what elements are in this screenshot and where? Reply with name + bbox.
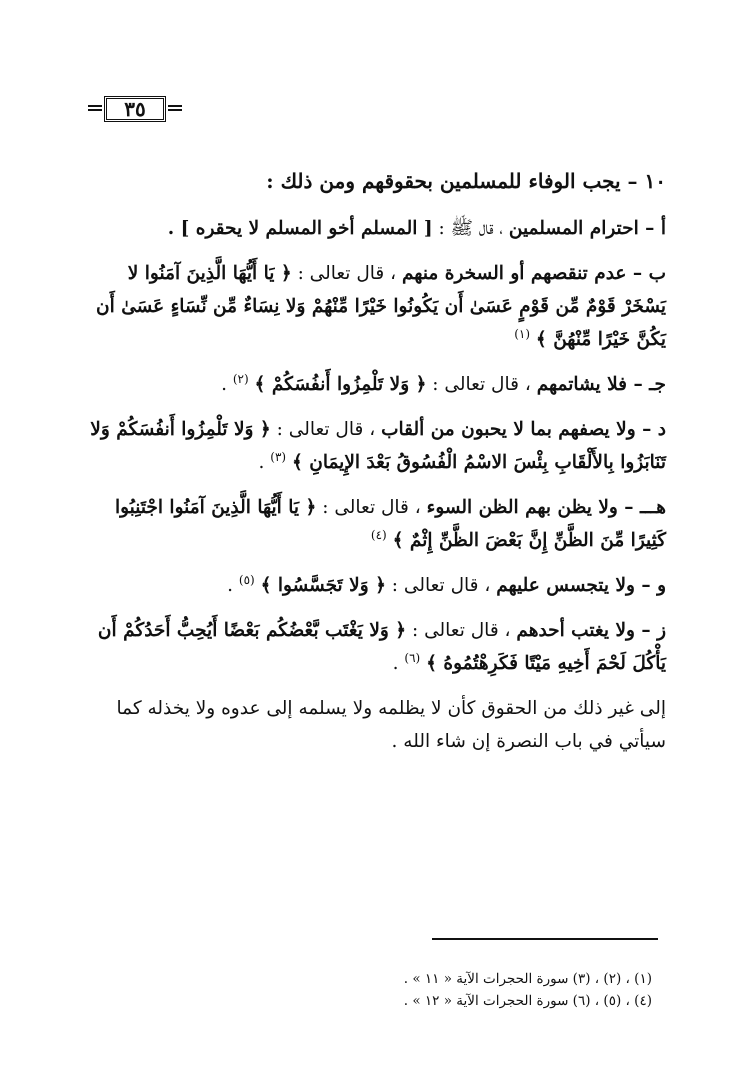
item-h xyxy=(88,491,666,557)
footnote-line: (١) ، (٢) ، (٣) سورة الحجرات الآية « ١١ » . xyxy=(403,971,652,987)
item-a xyxy=(88,212,666,245)
footnote-ref: (١) xyxy=(514,326,531,341)
footnotes xyxy=(250,968,652,1012)
footnote-ref: (٣) xyxy=(270,449,287,464)
item-title: ب – عدم تنقصهم أو السخرة منهم xyxy=(401,263,666,284)
item-w xyxy=(88,569,666,602)
item-intro: ، قال تعالى : xyxy=(291,263,402,284)
item-b xyxy=(88,257,666,356)
page-number-rule-left xyxy=(88,105,102,111)
footnote-line: (٤) ، (٥) ، (٦) سورة الحجرات الآية « ١٢ » . xyxy=(403,993,652,1009)
quran-quote: ﴿ وَلا يَغْتَب بَّعْضُكُم بَعْضًا أَيُحِبُّ أَحَدُكُمْ أَن يَأْكُلَ لَحْمَ أَخِيهِ مَيْتًا فَكَرِهْتُمُوهُ ﴾ xyxy=(97,620,666,674)
item-intro: ، قال تعالى : xyxy=(385,575,497,596)
item-title: أ – احترام المسلمين xyxy=(508,218,666,239)
section-heading: ١٠ – يجب الوفاء للمسلمين بحقوقهم ومن ذلك : xyxy=(266,169,666,193)
quran-quote: ﴿ يَا أَيُّهَا الَّذِينَ آمَنُوا لا يَسْخَرْ قَوْمٌ مِّن قَوْمٍ عَسَىٰ أَن يَكُونُوا خَيْرًا مِّنْهُمْ وَلا نِسَاءٌ مِّن نِّسَاءٍ عَسَىٰ أَن يَكُنَّ خَيْرًا مِّنْهُنَّ ﴾ xyxy=(96,263,666,350)
item-intro: ، قال تعالى : xyxy=(270,419,382,440)
item-title: ز – ولا يغتب أحدهم xyxy=(516,620,666,641)
item-c xyxy=(88,368,666,401)
hadith-quote: [ المسلم أخو المسلم لا يحقره ] . xyxy=(167,218,433,239)
item-z xyxy=(88,614,666,680)
quran-quote: ﴿ وَلا تَلْمِزُوا أَنفُسَكُمْ وَلا تَنَابَزُوا بِالأَلْقَابِ بِئْسَ الاسْمُ الْفُسُوقُ بَعْدَ الإِيمَانِ ﴾ xyxy=(90,419,666,473)
closing-paragraph: إلى غير ذلك من الحقوق كأن لا يظلمه ولا يسلمه إلى عدوه ولا يخذله كما سيأتي في باب النصرة إن شاء الله . xyxy=(116,698,666,752)
footnote-ref: (٢) xyxy=(232,371,249,386)
item-d xyxy=(88,413,666,479)
item-title: جـ – فلا يشاتمهم xyxy=(536,374,666,395)
item-tail: . xyxy=(221,374,233,395)
page-number-rule-right xyxy=(168,105,182,111)
footnote-separator xyxy=(432,938,658,940)
footnote-ref: (٥) xyxy=(238,572,255,587)
page-number-frame xyxy=(88,96,184,124)
item-title: د – ولا يصفهم بما لا يحبون من ألقاب xyxy=(381,419,666,440)
item-title: هـــ – ولا يظن بهم الظن السوء xyxy=(426,497,666,518)
item-intro: ، قال تعالى : xyxy=(426,374,537,395)
item-intro: ، قال تعالى : xyxy=(406,620,517,641)
item-intro: ، قال تعالى : xyxy=(316,497,427,518)
footnote-ref: (٤) xyxy=(370,527,387,542)
item-tail: . xyxy=(227,575,239,596)
quran-quote: ﴿ يَا أَيُّهَا الَّذِينَ آمَنُوا اجْتَنِبُوا كَثِيرًا مِّنَ الظَّنِّ إِنَّ بَعْضَ الظَّنِّ إِثْمٌ ﴾ xyxy=(114,497,666,551)
item-intro: ، قال ﷺ : xyxy=(432,218,509,239)
item-title: و – ولا يتجسس عليهم xyxy=(496,575,666,596)
quran-quote: ﴿ وَلا تَلْمِزُوا أَنفُسَكُمْ ﴾ xyxy=(254,374,427,395)
item-tail: . xyxy=(258,452,271,473)
main-text xyxy=(88,165,666,770)
item-tail: . xyxy=(392,653,405,674)
page-number: ٣٥ xyxy=(104,96,166,122)
quran-quote: ﴿ وَلا تَجَسَّسُوا ﴾ xyxy=(260,575,386,596)
footnote-ref: (٦) xyxy=(404,650,421,665)
